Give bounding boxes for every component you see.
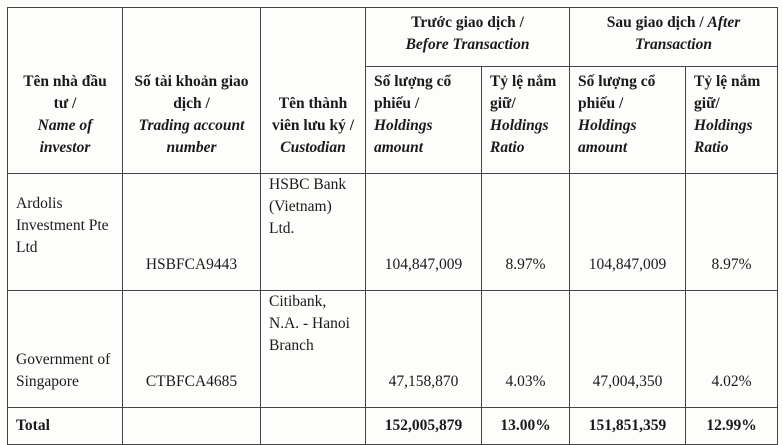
cell-before-ratio: 4.03% bbox=[482, 291, 570, 408]
cell-custodian: Citibank, N.A. - Hanoi Branch bbox=[261, 291, 366, 408]
total-row bbox=[8, 408, 778, 445]
total-after-amount: 151,851,359 bbox=[570, 408, 686, 445]
header-after-en: After Transaction bbox=[635, 14, 741, 53]
header-before-amount-en: Holdings amount bbox=[374, 117, 433, 156]
cell-custodian: HSBC Bank (Vietnam) Ltd. bbox=[261, 174, 366, 291]
total-before-ratio: 13.00% bbox=[482, 408, 570, 445]
header-custodian-vi: Tên thành viên lưu ký / bbox=[271, 95, 355, 134]
cell-before-ratio: 8.97% bbox=[482, 174, 570, 291]
header-after-amount bbox=[570, 67, 686, 174]
table-row bbox=[8, 291, 778, 408]
cell-after-ratio: 8.97% bbox=[686, 174, 778, 291]
header-before-ratio-vi: Tỷ lệ nắm giữ/ bbox=[490, 73, 557, 112]
total-after-ratio: 12.99% bbox=[686, 408, 778, 445]
header-before-en: Before Transaction bbox=[405, 36, 530, 53]
header-before-transaction bbox=[366, 8, 570, 67]
header-before-ratio bbox=[482, 67, 570, 174]
cell-investor: Government of Singapore bbox=[8, 291, 123, 408]
header-before-vi: Trước giao dịch / bbox=[411, 14, 524, 31]
header-custodian bbox=[261, 8, 366, 174]
cell-before-amount: 47,158,870 bbox=[366, 291, 482, 408]
total-label: Total bbox=[8, 408, 123, 445]
cell-after-ratio: 4.02% bbox=[686, 291, 778, 408]
header-after-ratio-en: Holdings Ratio bbox=[694, 117, 753, 156]
header-before-amount-vi: Số lượng cổ phiếu / bbox=[374, 73, 452, 112]
header-account-en: Trading account number bbox=[138, 117, 245, 156]
header-account bbox=[123, 8, 261, 174]
cell-account: CTBFCA4685 bbox=[123, 291, 261, 408]
cell-after-amount: 104,847,009 bbox=[570, 174, 686, 291]
header-custodian-en: Custodian bbox=[280, 139, 346, 156]
header-investor-en: Name of investor bbox=[37, 117, 93, 156]
header-account-vi: Số tài khoản giao dịch / bbox=[134, 73, 249, 112]
cell-before-amount: 104,847,009 bbox=[366, 174, 482, 291]
table-row bbox=[8, 174, 778, 291]
header-after-ratio-vi: Tỷ lệ nắm giữ/ bbox=[694, 73, 761, 112]
cell-after-amount: 47,004,350 bbox=[570, 291, 686, 408]
cell-account: HSBFCA9443 bbox=[123, 174, 261, 291]
total-empty-custodian bbox=[261, 408, 366, 445]
header-after-amount-en: Holdings amount bbox=[578, 117, 637, 156]
holdings-table bbox=[7, 7, 778, 445]
header-after-vi: Sau giao dịch / bbox=[606, 14, 704, 31]
cell-investor: Ardolis Investment Pte Ltd bbox=[8, 174, 123, 291]
header-investor bbox=[8, 8, 123, 174]
total-empty-account bbox=[123, 408, 261, 445]
header-before-ratio-en: Holdings Ratio bbox=[490, 117, 549, 156]
header-before-amount bbox=[366, 67, 482, 174]
header-after-amount-vi: Số lượng cổ phiếu / bbox=[578, 73, 656, 112]
header-after-ratio bbox=[686, 67, 778, 174]
header-investor-vi: Tên nhà đầu tư / bbox=[23, 73, 107, 112]
total-before-amount: 152,005,879 bbox=[366, 408, 482, 445]
header-after-transaction bbox=[570, 8, 778, 67]
